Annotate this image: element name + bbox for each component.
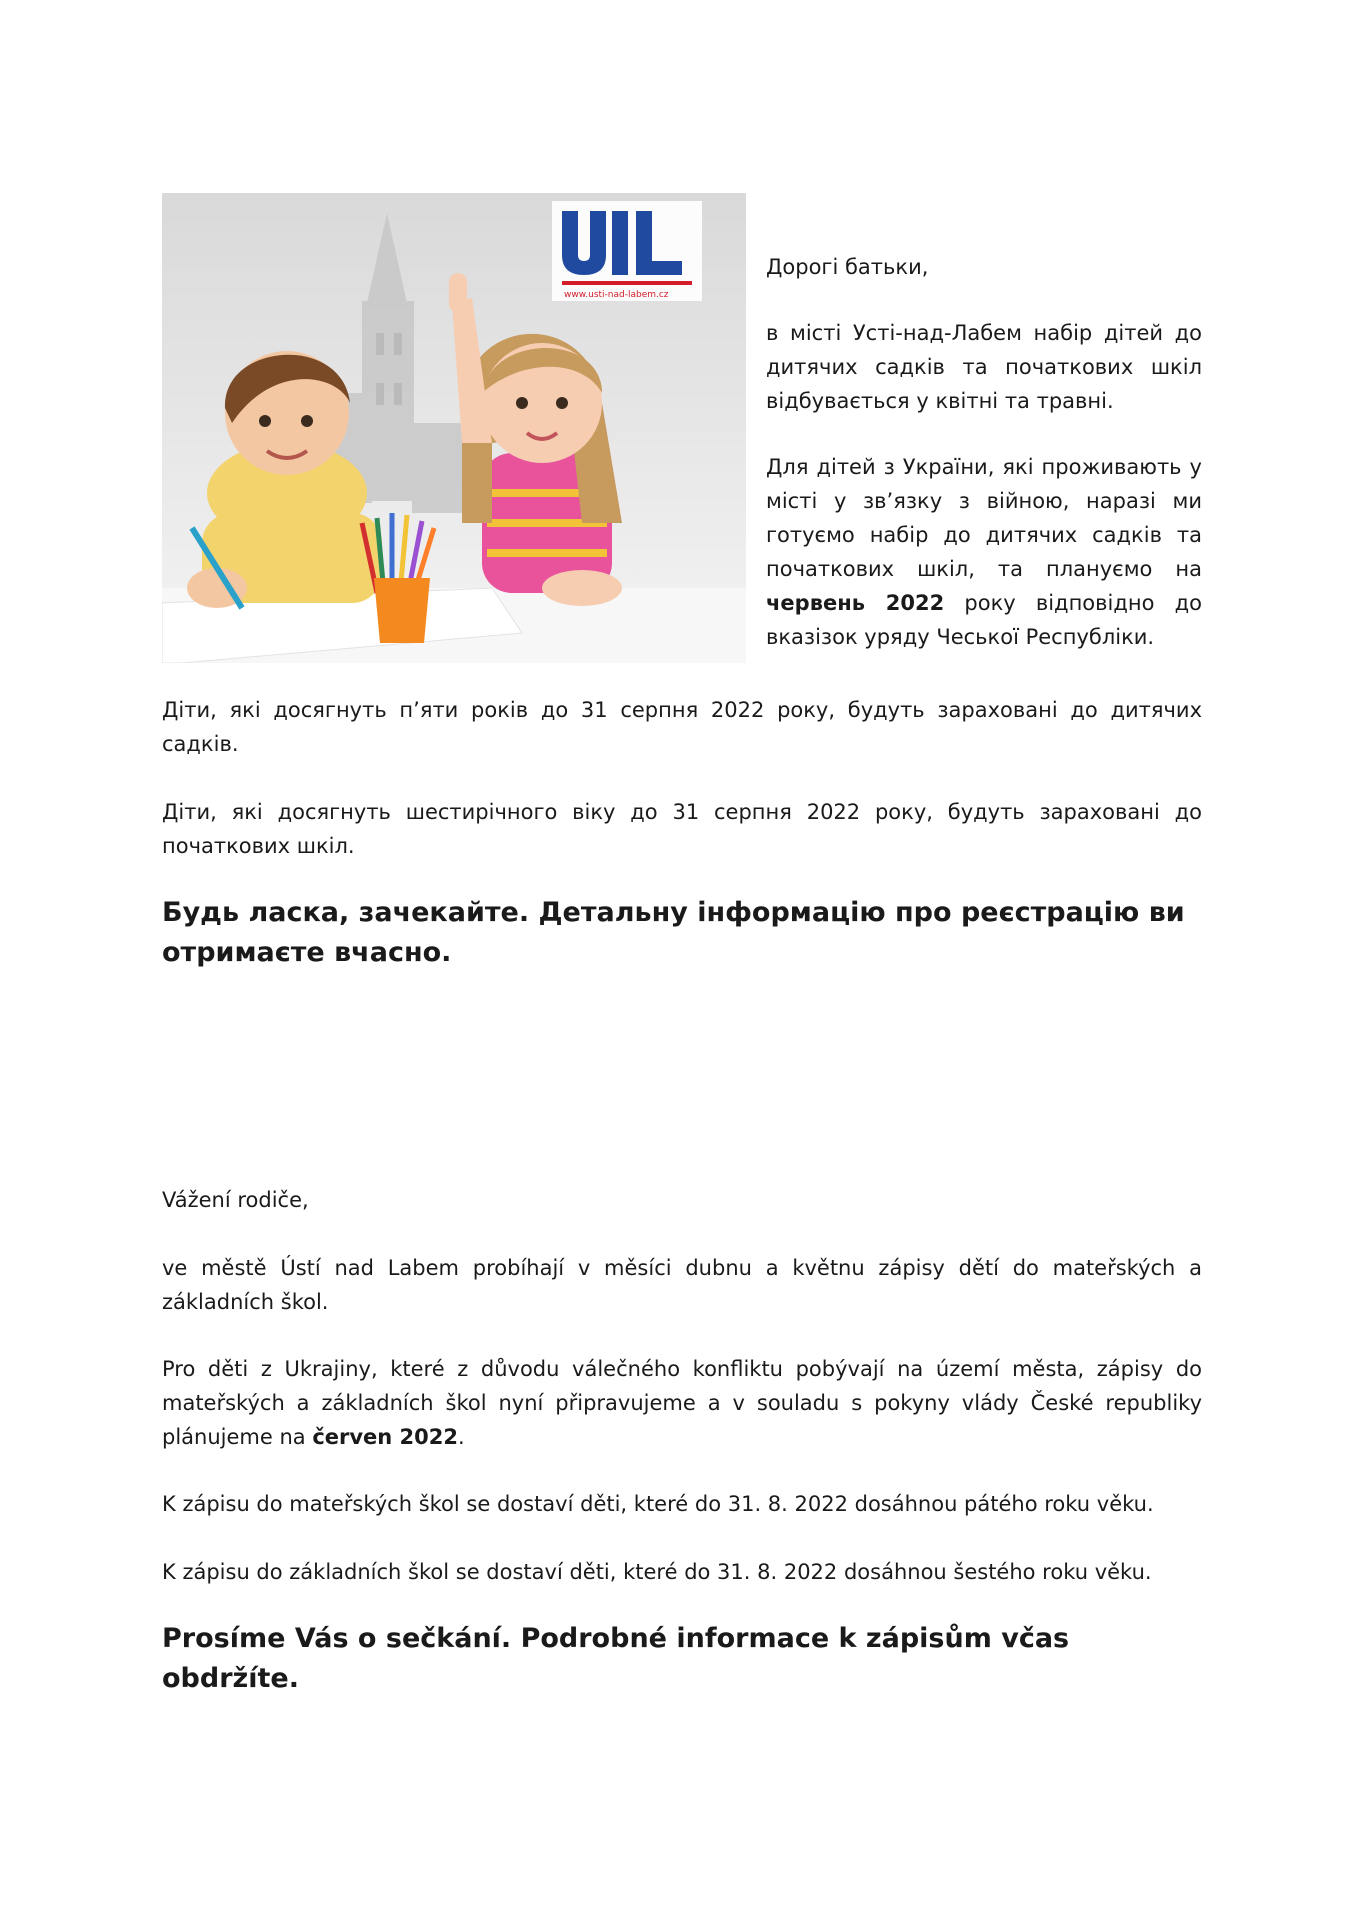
logo-url-text: www.usti-nad-labem.cz	[564, 290, 669, 300]
cz-greeting-block	[162, 1183, 1202, 1217]
cz-paragraph-3-block	[162, 1487, 1202, 1521]
cz-paragraph-3: K zápisu do mateřských škol se dostaví děti, které do 31. 8. 2022 dosáhnou pátého roku věku.	[162, 1492, 1154, 1516]
cz-paragraph-4-block	[162, 1555, 1202, 1589]
cz-paragraph-1-block	[162, 1251, 1202, 1319]
ua-highlight-date: червень 2022	[766, 591, 945, 615]
ua-intro	[766, 250, 1202, 686]
ua-paragraph-1: в місті Усті-над-Лабем набір дітей до дитячих садків та початкових шкіл відбувається у квітні та травні.	[766, 321, 1202, 413]
ua-paragraph-2: Для дітей з України, які проживають у місті у зв’язку з війною, наразі ми готуємо набір до дитячих садків та початкових шкіл, та плануємо на червень 2022 року відповідно до вказізок уряду Чеської Республіки.	[766, 455, 1202, 649]
city-logo	[552, 201, 702, 301]
ua-paragraph-3-block	[162, 693, 1202, 761]
cz-paragraph-1: ve městě Ústí nad Labem probíhají v měsíci dubnu a květnu zápisy dětí do mateřských a základních škol.	[162, 1256, 1202, 1314]
ua-closing: Будь ласка, зачекайте. Детальну інформацію про реєстрацію ви отримаєте вчасно.	[162, 897, 1185, 968]
children-photo	[162, 193, 746, 663]
ua-paragraph-3: Діти, які досягнуть п’яти років до 31 серпня 2022 року, будуть зараховані до дитячих садків.	[162, 698, 1202, 756]
ua-paragraph-4: Діти, які досягнуть шестирічного віку до 31 серпня 2022 року, будуть зараховані до початкових шкіл.	[162, 800, 1202, 858]
cz-paragraph-2: Pro děti z Ukrajiny, které z důvodu válečného konfliktu pobývají na území města, zápisy do mateřských a základních škol nyní připravujeme a v souladu s pokyny vlády České republiky plánujeme na červen 2022.	[162, 1357, 1202, 1449]
cz-paragraph-4: K zápisu do základních škol se dostaví děti, které do 31. 8. 2022 dosáhnou šestého roku věku.	[162, 1560, 1152, 1584]
ua-greeting: Дорогі батьки,	[766, 255, 929, 279]
ua-paragraph-4-block	[162, 795, 1202, 863]
cz-highlight-date: červen 2022	[312, 1425, 458, 1449]
cz-greeting: Vážení rodiče,	[162, 1188, 309, 1212]
cz-paragraph-2-block	[162, 1352, 1202, 1454]
cz-closing: Prosíme Vás o sečkání. Podrobné informace k zápisům včas obdržíte.	[162, 1623, 1070, 1694]
